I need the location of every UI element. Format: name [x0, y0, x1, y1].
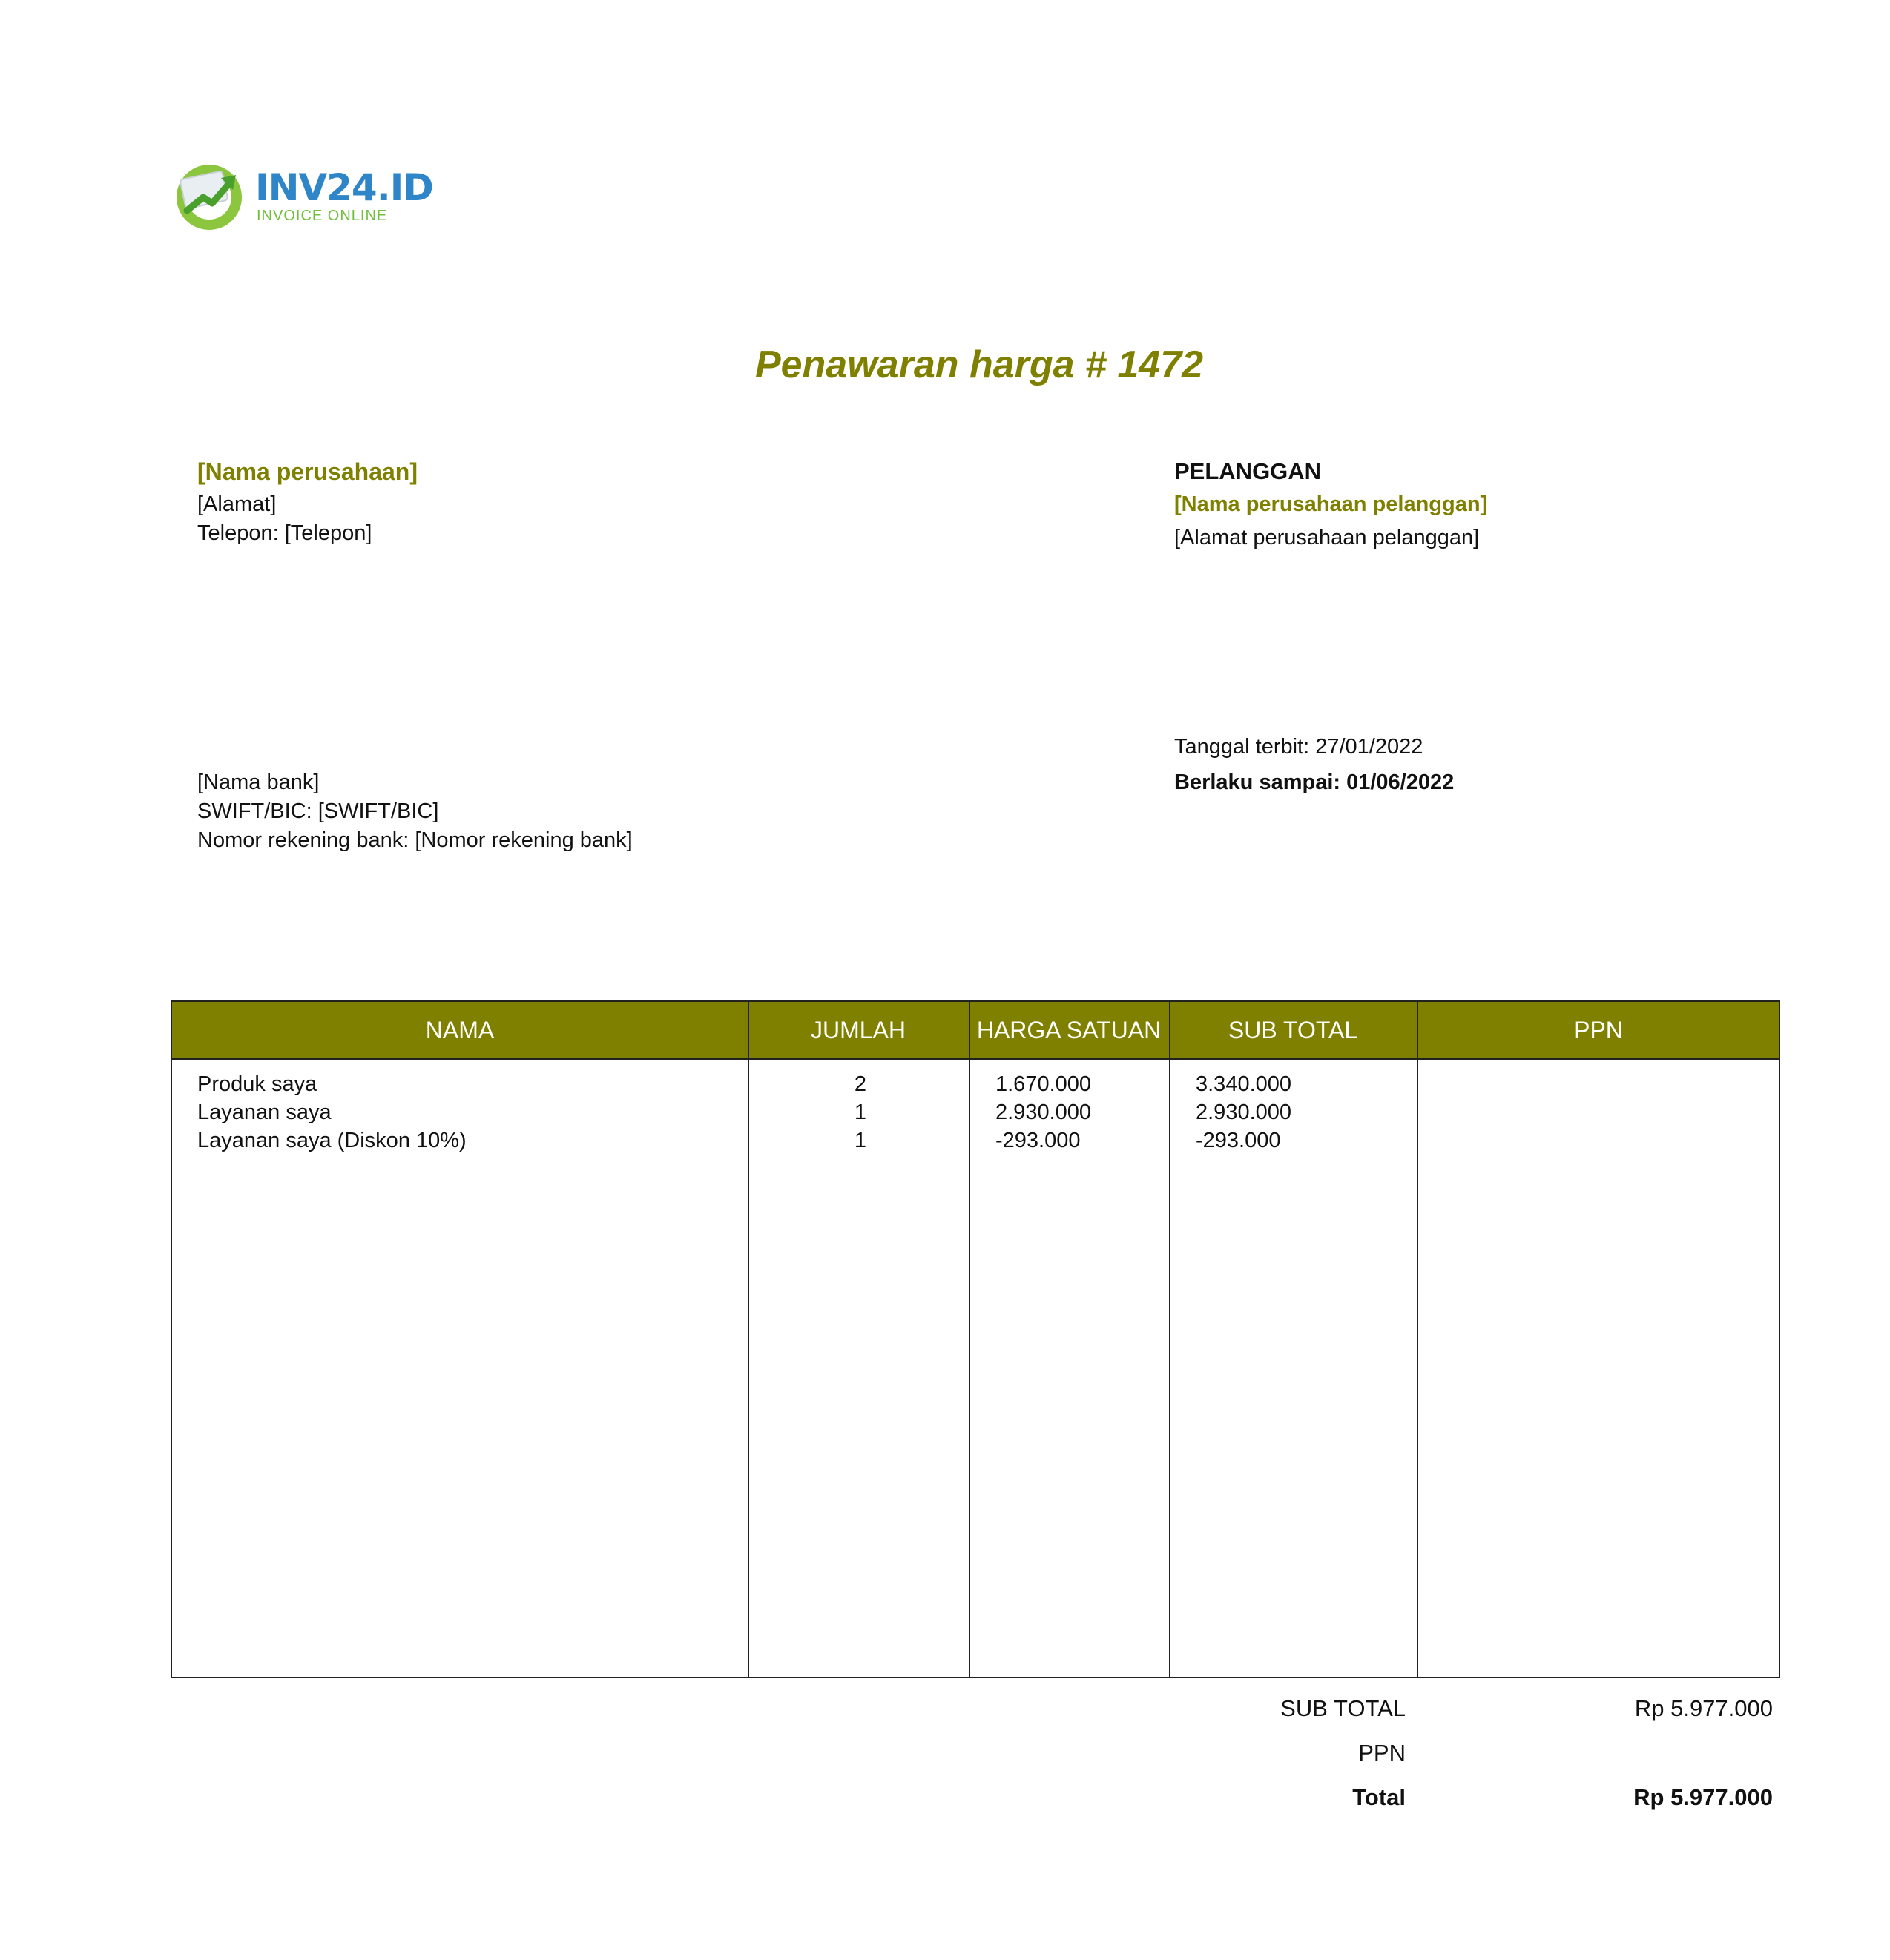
header-ppn: PPN	[1574, 1017, 1623, 1043]
logo-emblem-icon	[172, 159, 250, 233]
customer-address: [Alamat perusahaan pelanggan]	[1174, 526, 1480, 550]
total-value: Rp 5.977.000	[1633, 1784, 1773, 1810]
header-harga-satuan: HARGA SATUAN	[976, 1017, 1162, 1043]
subtotal-value: Rp 5.977.000	[1634, 1695, 1773, 1721]
subtotal-label: SUB TOTAL	[1280, 1695, 1406, 1721]
item-name: Produk saya	[197, 1072, 317, 1096]
customer-heading: PELANGGAN	[1174, 458, 1322, 484]
logo-name: INV24.ID	[255, 166, 433, 209]
company-phone: Telepon: [Telepon]	[197, 521, 372, 545]
bank-swift: SWIFT/BIC: [SWIFT/BIC]	[197, 799, 439, 823]
item-qty: 1	[854, 1129, 867, 1152]
item-unit-price: 1.670.000	[995, 1072, 1092, 1096]
company-name: [Nama perusahaan]	[197, 458, 418, 485]
header-nama: NAMA	[425, 1017, 495, 1043]
item-unit-price: -293.000	[995, 1129, 1081, 1152]
item-unit-price: 2.930.000	[995, 1101, 1092, 1124]
column-divider	[1417, 1002, 1418, 1677]
company-address: [Alamat]	[197, 492, 277, 516]
table-header	[172, 1002, 1779, 1060]
header-jumlah: JUMLAH	[810, 1017, 906, 1043]
item-subtotal: 2.930.000	[1196, 1101, 1292, 1124]
header-sub-total: SUB TOTAL	[1228, 1017, 1358, 1043]
column-divider	[1169, 1002, 1170, 1677]
document-title: Penawaran harga # 1472	[754, 343, 1204, 386]
column-divider	[748, 1002, 749, 1677]
logo-tagline: INVOICE ONLINE	[257, 208, 388, 224]
item-qty: 2	[854, 1072, 867, 1096]
total-label: Total	[1352, 1784, 1406, 1810]
valid-until-date: Berlaku sampai: 01/06/2022	[1174, 771, 1455, 794]
ppn-label: PPN	[1358, 1740, 1406, 1766]
column-divider	[969, 1002, 970, 1677]
bank-account: Nomor rekening bank: [Nomor rekening bank]	[197, 828, 633, 852]
item-subtotal: 3.340.000	[1196, 1072, 1292, 1096]
company-logo	[172, 159, 433, 233]
bank-name: [Nama bank]	[197, 771, 320, 794]
item-subtotal: -293.000	[1196, 1129, 1281, 1152]
customer-name: [Nama perusahaan pelanggan]	[1174, 492, 1488, 516]
item-qty: 1	[854, 1101, 867, 1124]
issue-date: Tanggal terbit: 27/01/2022	[1174, 735, 1423, 759]
item-name: Layanan saya (Diskon 10%)	[197, 1129, 467, 1152]
items-table	[171, 1000, 1780, 1678]
item-name: Layanan saya	[197, 1101, 332, 1124]
